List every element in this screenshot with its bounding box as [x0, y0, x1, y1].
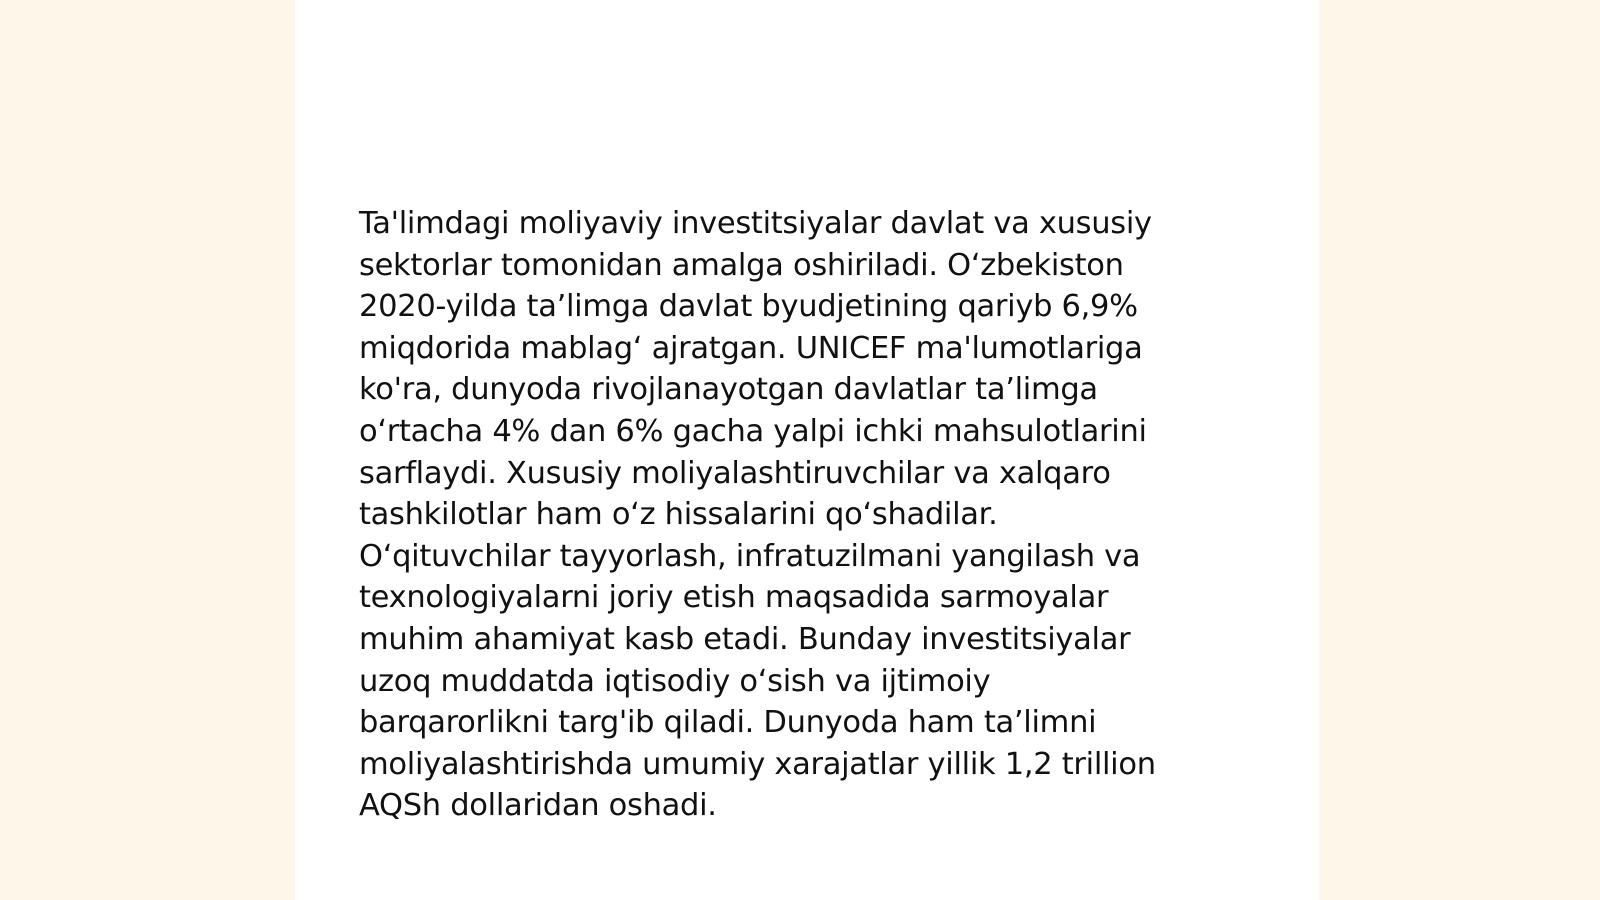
text-line: texnologiyalarni joriy etish maqsadida sarmoyalar: [359, 580, 1109, 616]
text-line: AQSh dollaridan oshadi.: [359, 788, 717, 824]
body-paragraph: [359, 203, 1239, 827]
text-line: O‘qituvchilar tayyorlash, infratuzilmani yangilash va: [359, 538, 1141, 574]
text-line: ko'ra, dunyoda rivojlanayotgan davlatlar ta’limga: [359, 372, 1098, 408]
text-line: uzoq muddatda iqtisodiy o‘sish va ijtimoiy: [359, 663, 991, 699]
text-line: sarflaydi. Xususiy moliyalashtiruvchilar va xalqaro: [359, 455, 1111, 491]
text-line: muhim ahamiyat kasb etadi. Bunday investitsiyalar: [359, 621, 1131, 657]
text-line: barqarorlikni targ'ib qiladi. Dunyoda ham ta’limni: [359, 705, 1097, 741]
text-line: moliyalashtirishda umumiy xarajatlar yillik 1,2 trillion: [359, 746, 1156, 782]
text-line: sektorlar tomonidan amalga oshiriladi. O‘zbekiston: [359, 247, 1124, 283]
text-line: 2020-yilda ta’limga davlat byudjetining qariyb 6,9%: [359, 289, 1138, 325]
document-sheet: [295, 0, 1319, 900]
text-line: o‘rtacha 4% dan 6% gacha yalpi ichki mahsulotlarini: [359, 413, 1147, 449]
text-line: Ta'limdagi moliyaviy investitsiyalar davlat va xususiy: [359, 206, 1152, 241]
text-line: tashkilotlar ham o‘z hissalarini qo‘shadilar.: [359, 497, 998, 533]
text-line: miqdorida mablag‘ ajratgan. UNICEF ma'lumotlariga: [359, 330, 1143, 366]
